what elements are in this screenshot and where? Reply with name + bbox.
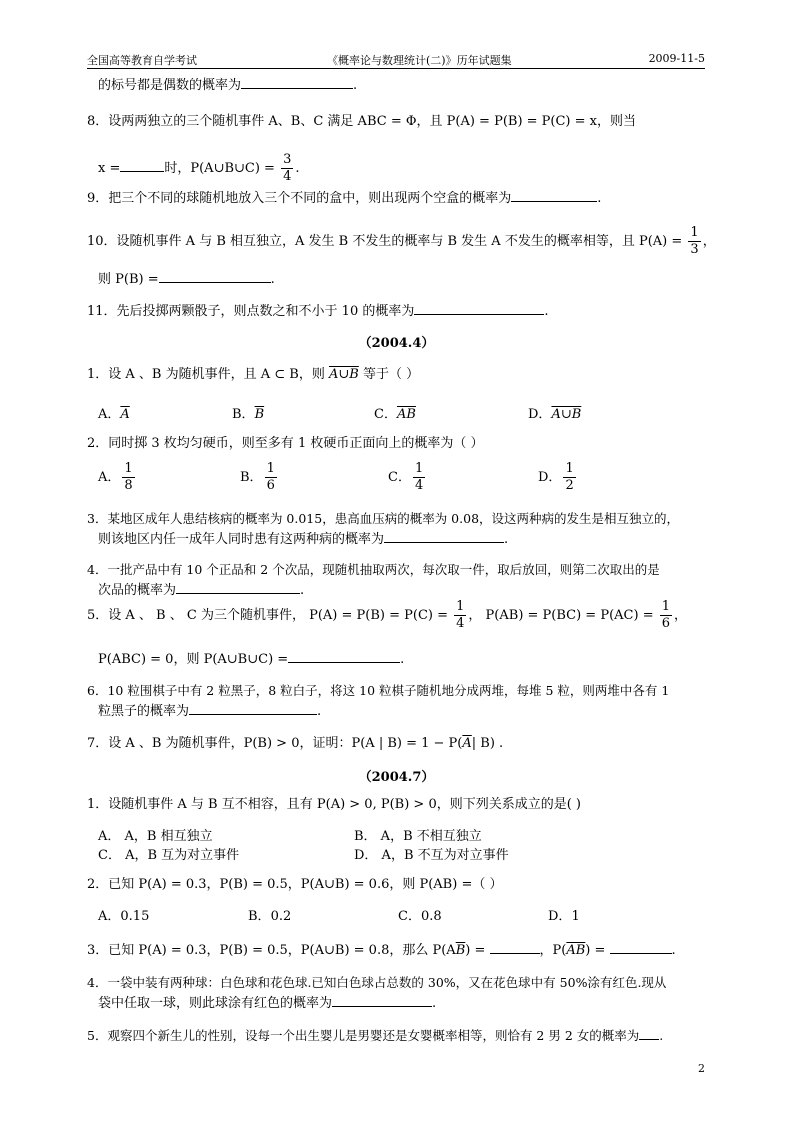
- s1q3-text: 则该地区内任一成年人同时患有这两种病的概率为: [98, 532, 385, 547]
- option-fraction: [413, 461, 425, 494]
- option-label: A．: [98, 407, 121, 422]
- s2q4-line1: 4．一袋中装有两种球：白色球和花色球.已知白色球占总数的 30%，又在花色球中有 50%涂有红色.现从: [87, 975, 667, 990]
- answer-blank: [490, 941, 540, 954]
- option-value: $\overline{AB}$: [396, 407, 416, 422]
- q8-fraction: [281, 152, 293, 185]
- header-left: 全国高等教育自学考试: [87, 54, 197, 67]
- frac-num: 3: [283, 152, 292, 167]
- s1q6-line1: 6．10 粒围棋子中有 2 粒黑子，8 粒白子，将这 10 粒棋子随机地分成两堆，每堆 5 粒，则两堆中各有 1: [87, 683, 670, 698]
- s1q5-line1: 5．设 A 、 B 、 C 为三个随机事件， P(A) = P(B) = P(C) = $\frac{1}{4}$ ， P(AB) = P(BC) = P(AC) = $\frac{1}{6}$ ，: [87, 599, 688, 631]
- frac-den: 6: [661, 616, 671, 631]
- answer-blank: [288, 650, 400, 663]
- option-label: C．: [374, 407, 397, 422]
- frac-num: 1: [661, 599, 671, 614]
- option-value: $\overline{A}$: [120, 407, 130, 422]
- frac-num: 1: [124, 461, 133, 476]
- q10-line2: 则 P(B) = .: [98, 272, 275, 287]
- option-value: 0.8: [420, 909, 442, 924]
- s2q3-eq2: ) =: [585, 943, 606, 958]
- option-label: B．: [248, 909, 271, 924]
- answer-blank: [384, 530, 504, 543]
- s1q7-text: 7．设 A 、B 为随机事件，P(B) > 0，证明：P(A | B) = 1 − P(: [87, 736, 463, 751]
- frac-den: 3: [690, 242, 699, 257]
- s1q7: [87, 735, 503, 753]
- s2q3-barab: $\overline{AB}$: [566, 943, 586, 958]
- s2q3-mid: ，P(: [539, 943, 567, 958]
- frac-num: 1: [456, 599, 465, 614]
- section-2004-7: （2004.7）: [358, 770, 435, 785]
- q9-text: 9．把三个不同的球随机地放入三个不同的盒中，则出现两个空盒的概率为: [87, 191, 512, 206]
- frac-num: 1: [414, 461, 424, 476]
- s1q3-line1: 3．某地区成年人患结核病的概率为 0.015，患高血压病的概率为 0.08，设这两种病的发生是相互独立的，: [87, 511, 680, 526]
- option-value: 0.15: [120, 909, 150, 924]
- q7-tail-text: 的标号都是偶数的概率为: [98, 78, 242, 93]
- header-center: 《概率论与数理统计(二)》历年试题集: [327, 54, 512, 67]
- q11-text: 11．先后投掷两颗骰子，则点数之和不小于 10 的概率为: [87, 304, 415, 319]
- option-label: D．: [538, 470, 562, 485]
- option-value: 1: [571, 909, 580, 924]
- answer-blank: [120, 159, 164, 172]
- option-value: $\overline{B}$: [254, 407, 265, 422]
- s1q4-line2: 次品的概率为 .: [98, 583, 305, 598]
- s1q5-fraction-1: [454, 599, 466, 632]
- s1q1-options: [98, 406, 582, 424]
- page-header: [87, 52, 705, 69]
- page-number: 2: [698, 1062, 705, 1075]
- option-label: D．: [528, 407, 552, 422]
- answer-blank: [511, 189, 597, 202]
- option-fraction: [563, 461, 575, 494]
- frac-den: 4: [414, 478, 424, 493]
- s1q2-options: [98, 460, 574, 496]
- s1q5-mid: ， P(AB) = P(BC) = P(AC) =: [468, 608, 654, 623]
- s1q1-end: 等于（ ）: [362, 367, 420, 382]
- s2q4-line2: 袋中任取一球，则此球涂有红色的概率为 .: [98, 996, 437, 1011]
- option-label: C．: [388, 470, 411, 485]
- s1q4-line1: 4．一批产品中有 10 个正品和 2 个次品，现随机抽取两次，每次取一件，取后放回，则第二次取出的是: [87, 562, 660, 577]
- s1q4-text: 次品的概率为: [98, 583, 177, 598]
- frac-den: 8: [124, 478, 133, 493]
- option-label: A．: [98, 470, 121, 485]
- s2q1-opt-d: D． A，B 不互为对立事件: [354, 848, 509, 863]
- s1q5-text: 5．设 A 、 B 、 C 为三个随机事件， P(A) = P(B) = P(C) =: [87, 608, 448, 623]
- q11: 11．先后投掷两颗骰子，则点数之和不小于 10 的概率为 .: [87, 304, 549, 319]
- answer-blank: [332, 994, 432, 1007]
- section-2004-4: （2004.4）: [358, 336, 435, 351]
- header-right: 2009-11-5: [648, 52, 705, 65]
- option-fraction: [122, 461, 134, 494]
- q10-text: 10．设随机事件 A 与 B 相互独立，A 发生 B 不发生的概率与 B 发生 A 不发生的概率相等，且 P(A) =: [87, 234, 683, 249]
- answer-blank: [241, 76, 353, 89]
- q10-pb: 则 P(B) =: [98, 272, 159, 287]
- option-value: A∪B: [551, 407, 582, 422]
- s2q2-options: [98, 908, 580, 926]
- s2q2: 2．已知 P(A) = 0.3，P(B) = 0.5，P(A∪B) = 0.6，则 P(AB) =（ ）: [87, 877, 503, 892]
- s2q1-opt-b: B． A，B 不相互独立: [354, 829, 482, 844]
- option-label: C．: [398, 909, 421, 924]
- frac-num: 1: [266, 461, 275, 476]
- s2q5: 5．观察四个新生儿的性别，设每一个出生婴儿是男婴还是女婴概率相等，则恰有 2 男 2 女的概率为 .: [87, 1028, 664, 1043]
- s2q3-barb: $\overline{B}$: [455, 943, 466, 958]
- q9: 9．把三个不同的球随机地放入三个不同的盒中，则出现两个空盒的概率为 .: [87, 191, 602, 206]
- q8-x: x =: [98, 161, 121, 176]
- option-label: D．: [548, 909, 572, 924]
- frac-den: 6: [266, 478, 275, 493]
- q8-line1: 8．设两两独立的三个随机事件 A、B、C 满足 ABC = Φ，且 P(A) = P(B) = P(C) = x，则当: [87, 114, 636, 129]
- q10-fraction: [688, 225, 700, 258]
- s1q5-line2: P(ABC) = 0，则 P(A∪B∪C) = .: [98, 652, 405, 667]
- frac-den: 4: [456, 616, 465, 631]
- answer-blank: [639, 1027, 659, 1040]
- s2q3-text: 3．已知 P(A) = 0.3，P(B) = 0.5，P(A∪B) = 0.8，那么 P(A: [87, 943, 456, 958]
- s2q4-text: 袋中任取一球，则此球涂有红色的概率为: [98, 996, 333, 1011]
- answer-blank: [176, 581, 300, 594]
- q10-line1: 10．设随机事件 A 与 B 相互独立，A 发生 B 不发生的概率与 B 发生 A 不发生的概率相等，且 P(A) = $\frac{1}{3}$ ，: [87, 225, 716, 257]
- option-label: B．: [232, 407, 255, 422]
- frac-num: 1: [690, 225, 699, 240]
- s1q3-line2: 则该地区内任一成年人同时患有这两种病的概率为 .: [98, 532, 509, 547]
- answer-blank: [189, 702, 317, 715]
- q8-cond: 时，P(A∪B∪C) =: [164, 161, 275, 176]
- s1q6-line2: 粒黑子的概率为 .: [98, 704, 322, 719]
- s1q5-union: P(ABC) = 0，则 P(A∪B∪C) =: [98, 652, 289, 667]
- s1q6-text: 粒黑子的概率为: [98, 704, 190, 719]
- q7-tail: 的标号都是偶数的概率为 .: [98, 78, 358, 93]
- answer-blank: [610, 941, 672, 954]
- s2q5-text: 5．观察四个新生儿的性别，设每一个出生婴儿是男婴还是女婴概率相等，则恰有 2 男 2 女的概率为: [87, 1028, 640, 1043]
- s1q1-text: 1．设 A 、B 为随机事件，且 A ⊂ B，则: [87, 367, 325, 382]
- option-fraction: [265, 461, 277, 494]
- s2q1: 1．设随机事件 A 与 B 互不相容，且有 P(A) > 0, P(B) > 0，则下列关系成立的是( ): [87, 797, 581, 812]
- s2q3-eq1: ) =: [465, 943, 486, 958]
- frac-den: 4: [283, 169, 292, 184]
- s1q7-bar: $\overline{A}$: [462, 736, 472, 751]
- q8-line2: x = 时，P(A∪B∪C) = $\frac{3}{4}$ .: [98, 152, 300, 184]
- frac-den: 2: [565, 478, 574, 493]
- answer-blank: [414, 302, 544, 315]
- s1q7-end: | B) .: [471, 736, 504, 751]
- s2q1-opt-a: A． A，B 相互独立: [98, 829, 213, 844]
- answer-blank: [159, 270, 271, 283]
- option-value: 0.2: [270, 909, 292, 924]
- s1q1-expr: A∪B: [328, 367, 359, 382]
- frac-num: 1: [565, 461, 574, 476]
- option-label: A．: [98, 909, 121, 924]
- s1q2: 2．同时掷 3 枚均匀硬币，则至多有 1 枚硬币正面向上的概率为（ ）: [87, 436, 484, 451]
- s2q1-opt-c: C． A，B 互为对立事件: [98, 848, 240, 863]
- option-label: B．: [240, 470, 263, 485]
- s1q1: [87, 366, 419, 384]
- s2q3: 3．已知 P(A) = 0.3，P(B) = 0.5，P(A∪B) = 0.8，那么 $P(A\overline{B})$ = ，$P(\overline{AB})$ = .: [87, 943, 676, 958]
- s1q5-fraction-2: [660, 599, 672, 632]
